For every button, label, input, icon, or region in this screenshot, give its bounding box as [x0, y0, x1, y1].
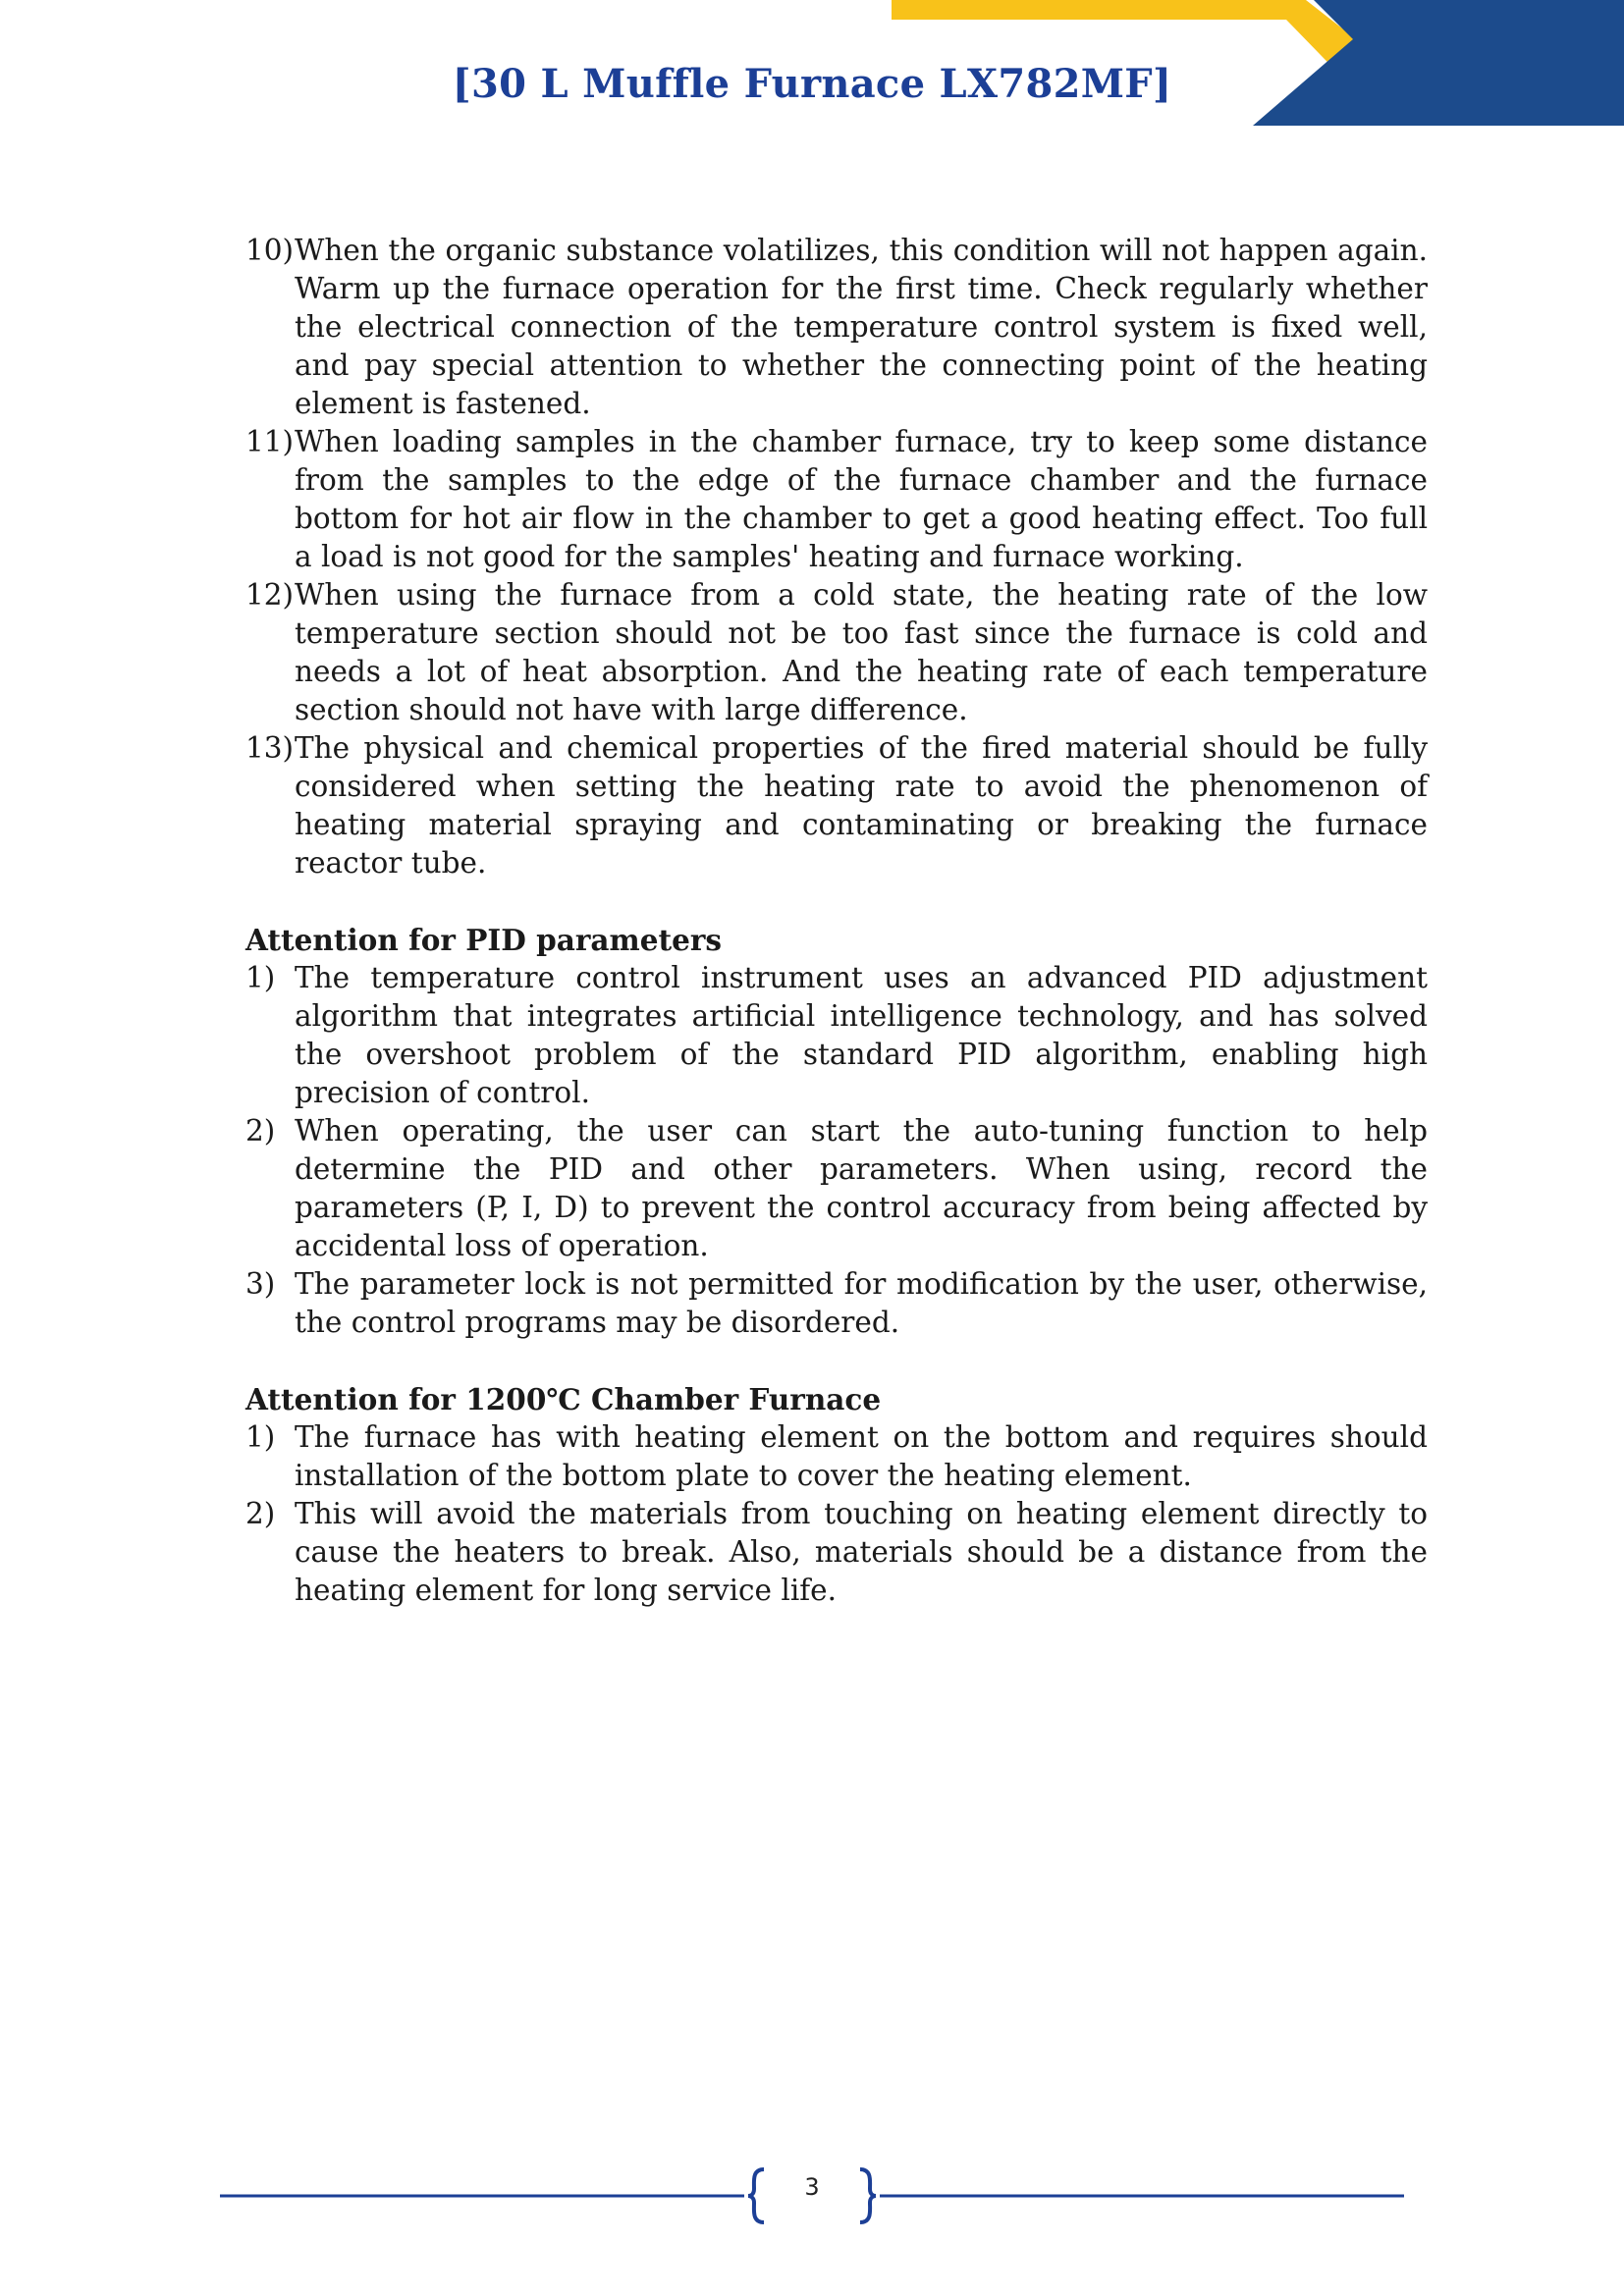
item-text: The furnace has with heating element on the bottom and requires should installation of the bottom plate to cover the heating element.: [295, 1420, 1428, 1492]
item-text: When operating, the user can start the auto-tuning function to help determine the PID and other parameters. When using, record the parameters (P, I, D) to prevent the control accuracy from being affected by accidental loss of operation.: [295, 1114, 1428, 1262]
item-number: 2): [245, 1114, 276, 1148]
list-item: [245, 232, 1428, 423]
item-text: When loading samples in the chamber furnace, try to keep some distance from the samples to the edge of the furnace chamber and the furnace bottom for hot air flow in the chamber to get a good heating effect. Too full a load is not good for the samples' heating and furnace working.: [295, 425, 1428, 573]
item-text: This will avoid the materials from touching on heating element directly to cause the heaters to break. Also, materials should be a distance from the heating element for long service life.: [295, 1497, 1428, 1607]
list-item: [245, 576, 1428, 729]
document-title: [30 L Muffle Furnace LX782MF]: [452, 61, 1172, 107]
list-item: [245, 1418, 1428, 1495]
chamber-section-heading: Attention for 1200℃ Chamber Furnace: [245, 1382, 882, 1416]
chamber-list: [245, 1418, 1428, 1610]
item-number: 10): [245, 234, 295, 267]
footer-right-brace: [860, 2169, 876, 2222]
precautions-list: [245, 232, 1428, 882]
pid-list: [245, 959, 1428, 1342]
pid-section-heading: Attention for PID parameters: [245, 923, 723, 957]
item-number: 2): [245, 1497, 276, 1530]
list-item: [245, 423, 1428, 576]
item-number: 1): [245, 961, 276, 994]
footer-left-brace: [748, 2169, 764, 2222]
item-text: When using the furnace from a cold state, the heating rate of the low temperature section should not be too fast since the furnace is cold and needs a lot of heat absorption. And the heating rate of each temperature section should not have with large difference.: [295, 578, 1428, 726]
list-item: [245, 1112, 1428, 1265]
item-number: 13): [245, 731, 295, 765]
item-number: 1): [245, 1420, 276, 1454]
page-number: 3: [804, 2173, 820, 2201]
item-number: 12): [245, 578, 295, 612]
item-text: When the organic substance volatilizes, this condition will not happen again. Warm up the furnace operation for the first time. Check regularly whether the electrical connection of the temperature control system is fixed well, and pay special attention to whether the connecting point of the heating element is fastened.: [295, 234, 1428, 420]
item-text: The physical and chemical properties of the fired material should be fully considered when setting the heating rate to avoid the phenomenon of heating material spraying and contaminating or breaking the furnace reactor tube.: [295, 731, 1428, 880]
item-number: 3): [245, 1267, 276, 1301]
item-text: The temperature control instrument uses an advanced PID adjustment algorithm that integrates artificial intelligence technology, and has solved the overshoot problem of the standard PID algorithm, enabling high precision of control.: [295, 961, 1428, 1109]
list-item: [245, 729, 1428, 882]
item-text: The parameter lock is not permitted for modification by the user, otherwise, the control programs may be disordered.: [295, 1267, 1428, 1339]
list-item: [245, 1495, 1428, 1610]
list-item: [245, 959, 1428, 1112]
page-content: [245, 232, 1428, 1610]
item-number: 11): [245, 425, 295, 458]
list-item: [245, 1265, 1428, 1342]
